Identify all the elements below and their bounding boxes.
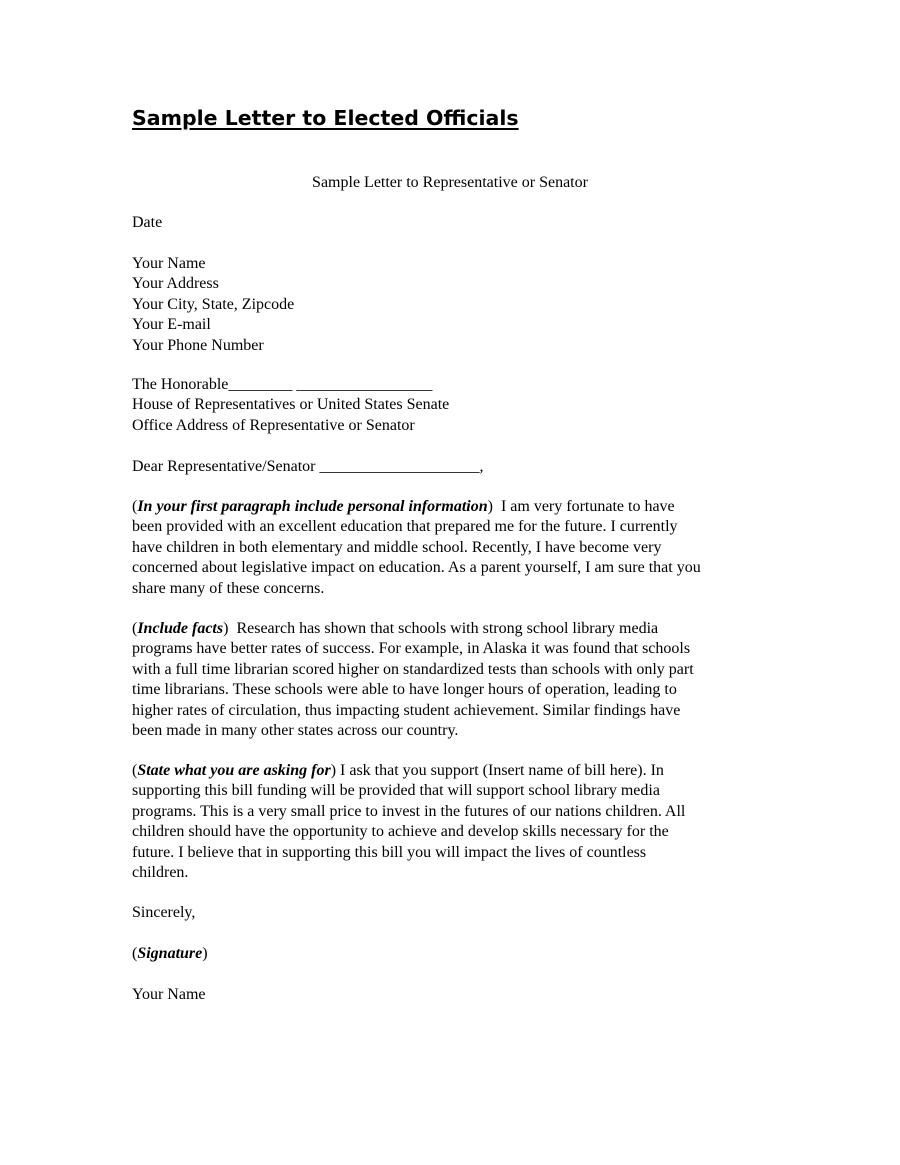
paragraph-line: higher rates of circulation, thus impacting student achievement. Similar findings have	[132, 701, 681, 719]
paragraph-line: with a full time librarian scored higher on standardized tests than schools with only part	[132, 660, 694, 678]
paragraph-line: (State what you are asking for) I ask that you support (Insert name of bill here). In	[132, 762, 664, 779]
paragraph-line: supporting this bill funding will be provided that will support school library media	[132, 782, 660, 800]
signature-label: Signature	[137, 945, 203, 962]
paragraph-line: have children in both elementary and middle school. Recently, I have become very	[132, 538, 662, 556]
recipient-honorable: The Honorable________ _________________	[132, 376, 433, 393]
recipient-address-block	[132, 375, 449, 436]
page-title: Sample Letter to Elected Officials	[132, 106, 519, 130]
paragraph-label: State what you are asking for	[137, 762, 331, 779]
paragraph-label: Include facts	[137, 620, 224, 637]
paragraph-facts	[132, 619, 792, 741]
signature-placeholder: (Signature)	[132, 945, 208, 962]
closing-name-text: Your Name	[132, 986, 206, 1003]
paragraph-line-text: Research has shown that schools with strong school library media	[236, 620, 659, 637]
paragraph-line: programs have better rates of success. For example, in Alaska it was found that schools	[132, 640, 691, 658]
letter-subtitle: Sample Letter to Representative or Senator	[312, 174, 588, 191]
paragraph-line: children should have the opportunity to achieve and develop skills necessary for the	[132, 823, 669, 841]
signature-line	[132, 944, 208, 964]
paragraph-line: future. I believe that in supporting this bill you will impact the lives of countless	[132, 843, 647, 861]
paragraph-line: (Include facts) Research has shown that schools with strong school library media	[132, 620, 659, 637]
salutation-text: Dear Representative/Senator ____________________,	[132, 458, 484, 475]
paragraph-line: (In your first paragraph include personal information) I am very fortunate to have	[132, 498, 675, 515]
recipient-chamber: House of Representatives or United States Senate	[132, 396, 450, 414]
paragraph-line: been provided with an excellent education that prepared me for the future. I currently	[132, 518, 678, 536]
paragraph-line: programs. This is a very small price to invest in the futures of our nations children. All	[132, 802, 686, 820]
paragraph-line: time librarians. These schools were able to have longer hours of operation, leading to	[132, 681, 677, 699]
closing-text: Sincerely,	[132, 904, 196, 921]
paragraph-line-text: I am very fortunate to have	[500, 498, 675, 515]
date-text: Date	[132, 214, 163, 231]
salutation-line	[132, 457, 483, 477]
paragraph-line-text: I ask that you support (Insert name of bill here). In	[340, 762, 664, 779]
sender-name: Your Name	[132, 255, 206, 272]
paragraph-line: children.	[132, 864, 189, 882]
paragraph-personal-info	[132, 497, 792, 599]
paragraph-line: share many of these concerns.	[132, 579, 325, 597]
recipient-office: Office Address of Representative or Senator	[132, 416, 415, 434]
paragraph-label: In your first paragraph include personal information	[137, 498, 488, 515]
sender-address-block	[132, 254, 294, 356]
closing-name-line	[132, 985, 205, 1005]
sender-address: Your Address	[132, 275, 219, 293]
paragraph-line: been made in many other states across our country.	[132, 722, 459, 740]
date-line	[132, 213, 162, 233]
closing-line	[132, 903, 195, 923]
sender-email: Your E-mail	[132, 316, 211, 334]
sender-phone: Your Phone Number	[132, 336, 264, 354]
paragraph-request	[132, 761, 792, 883]
paragraph-line: concerned about legislative impact on education. As a parent yourself, I am sure that you	[132, 559, 701, 577]
sender-city: Your City, State, Zipcode	[132, 295, 295, 313]
